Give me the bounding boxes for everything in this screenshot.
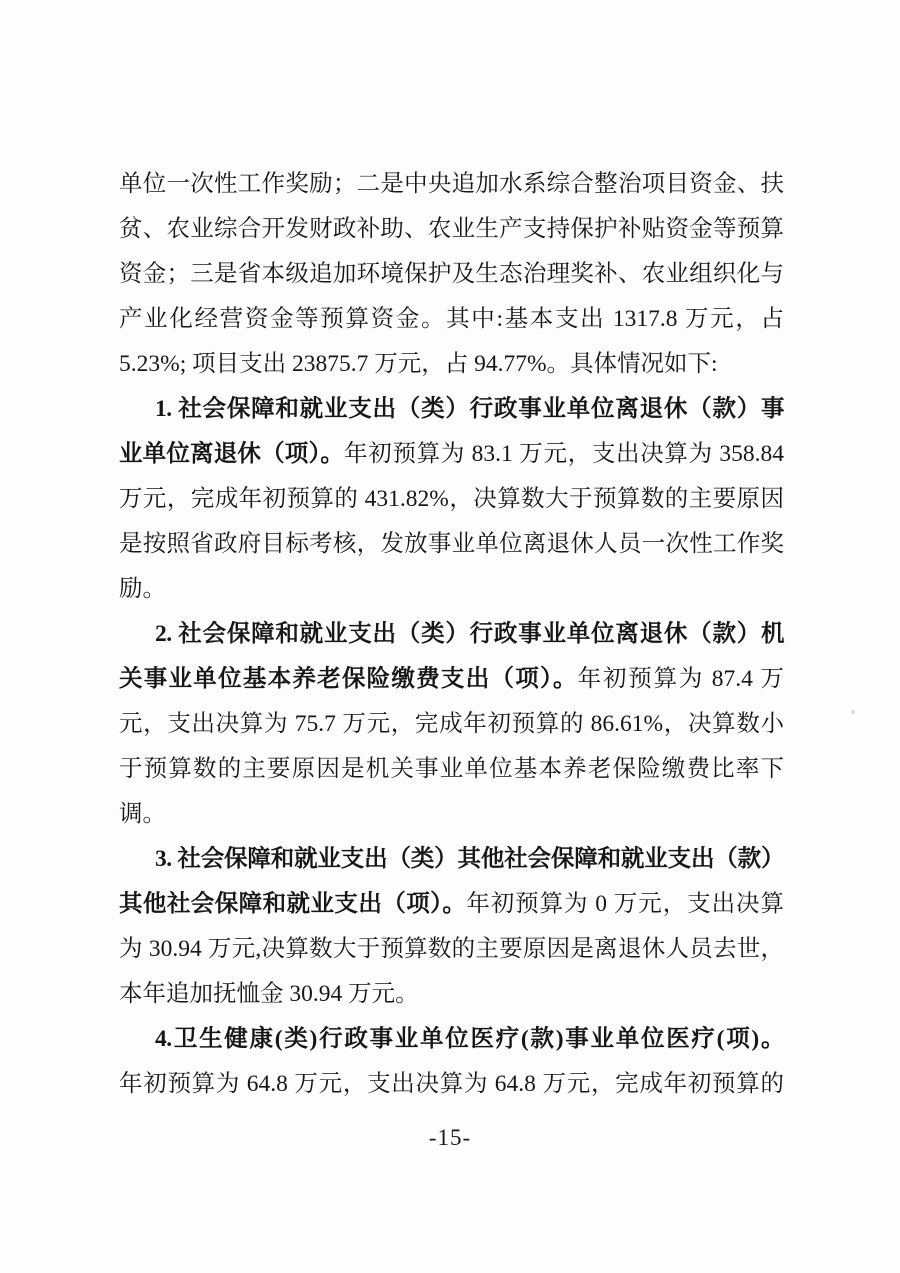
body-text: 年初预算为 0 万元，支出决算 — [466, 891, 784, 917]
text-line — [119, 882, 784, 927]
body-text: 是按照省政府目标考核，发放事业单位离退休人员一次性工作奖 — [119, 531, 784, 557]
text-line — [119, 477, 784, 522]
text-line — [119, 792, 784, 837]
text-line — [119, 702, 784, 747]
scan-speck — [851, 710, 855, 714]
heading-text: 4.卫生健康(类)行政事业单位医疗(款)事业单位医疗(项)。 — [155, 1026, 784, 1052]
text-line — [119, 567, 784, 612]
paragraph — [119, 612, 784, 837]
body-text: 万元，完成年初预算的 431.82%，决算数大于预算数的主要原因 — [119, 486, 784, 512]
body-text: 本年追加抚恤金 30.94 万元。 — [119, 981, 419, 1007]
body-text: 励。 — [119, 576, 166, 602]
heading-text: 1. 社会保障和就业支出（类）行政事业单位离退休（款）事 — [155, 396, 784, 422]
body-text: 调。 — [119, 801, 166, 827]
heading-text: 关事业单位基本养老保险缴费支出（项）。 — [119, 666, 578, 692]
body-text: 5.23%; 项目支出 23875.7 万元，占 94.77%。具体情况如下: — [119, 351, 718, 377]
text-line — [119, 432, 784, 477]
text-line — [119, 207, 784, 252]
text-line — [119, 522, 784, 567]
body-text: 年初预算为 87.4 万 — [577, 666, 785, 692]
text-line — [119, 972, 784, 1017]
body-text: 元，支出决算为 75.7 万元，完成年初预算的 86.61%，决算数小 — [119, 711, 784, 737]
heading-text: 3. 社会保障和就业支出（类）其他社会保障和就业支出（款） — [155, 846, 784, 872]
body-text: 年初预算为 64.8 万元，支出决算为 64.8 万元，完成年初预算的 — [119, 1071, 784, 1097]
paragraph — [119, 387, 784, 612]
paragraph — [119, 162, 784, 387]
heading-text: 2. 社会保障和就业支出（类）行政事业单位离退休（款）机 — [155, 621, 784, 647]
body-text: 为 30.94 万元,决算数大于预算数的主要原因是离退休人员去世， — [119, 936, 784, 962]
text-line — [119, 297, 784, 342]
text-block — [119, 162, 784, 1107]
text-line — [119, 1017, 784, 1062]
paragraph — [119, 837, 784, 1017]
text-line — [119, 252, 784, 297]
heading-text: 业单位离退休（项）。 — [119, 441, 345, 467]
text-line — [119, 837, 784, 882]
text-line — [119, 747, 784, 792]
text-line — [119, 387, 784, 432]
paragraph — [119, 1017, 784, 1107]
page-number: -15- — [428, 1125, 472, 1150]
body-text: 资金；三是省本级追加环境保护及生态治理奖补、农业组织化与 — [119, 261, 784, 287]
text-line — [119, 612, 784, 657]
text-line — [119, 657, 784, 702]
text-line — [119, 927, 784, 972]
text-line — [119, 342, 784, 387]
body-text: 产业化经营资金等预算资金。其中:基本支出 1317.8 万元，占 — [119, 306, 784, 332]
heading-text: 其他社会保障和就业支出（项）。 — [119, 891, 467, 917]
body-text: 年初预算为 83.1 万元，支出决算为 358.84 — [344, 441, 784, 467]
body-text: 于预算数的主要原因是机关事业单位基本养老保险缴费比率下 — [119, 756, 784, 782]
text-line — [119, 1062, 784, 1107]
text-line — [119, 162, 784, 207]
body-text: 贫、农业综合开发财政补助、农业生产支持保护补贴资金等预算 — [119, 216, 784, 242]
body-text: 单位一次性工作奖励；二是中央追加水系综合整治项目资金、扶 — [119, 171, 784, 197]
